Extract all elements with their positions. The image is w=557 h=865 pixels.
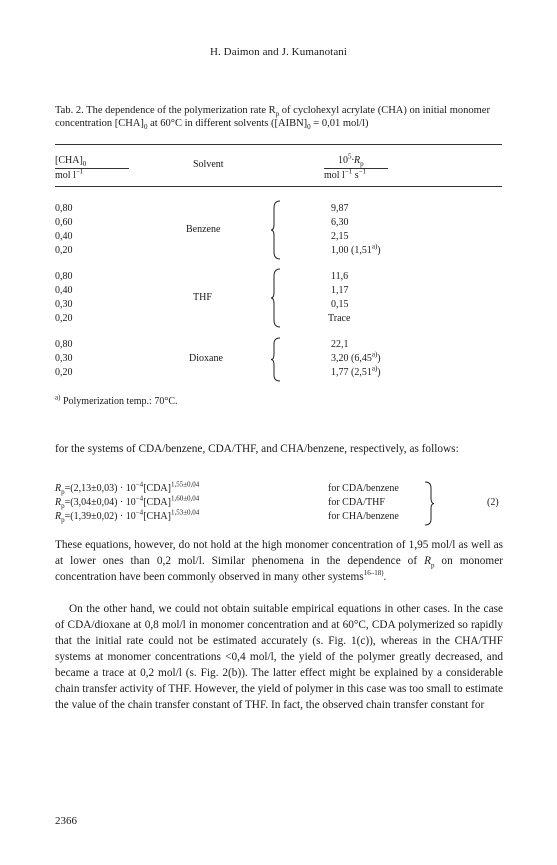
table-cell-solvent: Dioxane xyxy=(189,353,223,364)
left-brace xyxy=(271,337,281,382)
table-caption: Tab. 2. The dependence of the polymerization rate $R_p$ of cyclohexyl acrylate (CHA) on initial monomer concentration $[CHA]_0$ at 60°C in different solvents ($[AIBN]_0 = 0,01$ mol/l) xyxy=(55,105,490,132)
header-solvent: Solvent xyxy=(193,159,224,170)
equation-system-label: for CDA/THF xyxy=(328,497,385,508)
body-paragraph: On the other hand, we could not obtain suitable empirical equations in other cases. In the case of CDA/dioxane at 0,8 mol/l in monomer concentration and at 60°C, CDA polymerized so rapidly that the initial rate could not be estimated accurately (s. Fig. 1(c)), whereas in the CHA/THF systems at monomer concentrations <0,4 mol/l, the yield of the polymer greatly decreased, and became a trace at 0,2 mol/l (s. Fig. 2(b)). The latter effect might be explained by a considerable chain transfer activity of THF. However, the yield of polymer in this case was too small to estimate the value of the chain transfer constant of THF. In fact, the observed chain transfer constant for xyxy=(55,603,503,711)
equation-system-label: for CDA/benzene xyxy=(328,483,399,494)
table-cell-rate: 3,20 (6,45$^{a)}$) xyxy=(331,350,381,364)
equation-system-label: for CHA/benzene xyxy=(328,511,399,522)
body-paragraph: for the systems of CDA/benzene, CDA/THF, and CHA/benzene, respectively, as follows: xyxy=(55,443,459,455)
page-number: 2366 xyxy=(55,815,77,827)
table-cell-conc: 0,30 xyxy=(55,353,73,364)
header-rate-unit: mol $l^{-1}$ $s^{-1}$ xyxy=(324,168,388,181)
table-cell-conc: 0,40 xyxy=(55,231,73,242)
table-cell-conc: 0,20 xyxy=(55,367,73,378)
table-cell-solvent: Benzene xyxy=(186,224,221,235)
equation-number: (2) xyxy=(487,497,499,508)
table-cell-conc: 0,80 xyxy=(55,271,73,282)
table-cell-conc: 0,20 xyxy=(55,245,73,256)
equation-line: $R_p=(2,13\pm 0,03) \cdot 10^{-4}[CDA]^{1,55\pm 0,04}$ xyxy=(55,480,200,496)
table-cell-rate: 22,1 xyxy=(331,339,349,350)
header-rate: $10^5\cdot R_p$ xyxy=(338,152,364,168)
table-cell-conc: 0,60 xyxy=(55,217,73,228)
table-cell-solvent: THF xyxy=(193,292,212,303)
running-header: H. Daimon and J. Kumanotani xyxy=(209,46,348,58)
equation-line: $R_p=(3,04\pm 0,04) \cdot 10^{-4}[CDA]^{1,60\pm 0,04}$ xyxy=(55,494,200,510)
table-cell-rate: 9,87 xyxy=(331,203,349,214)
table-cell-rate: 2,15 xyxy=(331,231,349,242)
table-header-rule xyxy=(55,186,502,187)
table-cell-rate: Trace xyxy=(328,313,351,324)
body-paragraph: These equations, however, do not hold at the high monomer concentration of 1,95 mol/l as well as at lower ones than 0,2 mol/l. Similar phenomena in the dependence of $R_p$ on monomer concentration have been commonly observed in many other systems$^{16-18)}$. xyxy=(55,539,503,583)
table-top-rule xyxy=(55,144,502,145)
left-brace xyxy=(271,200,281,260)
right-brace xyxy=(424,481,434,526)
table-cell-rate: 11,6 xyxy=(331,271,349,282)
table-cell-rate: 1,00 (1,51$^{a)}$) xyxy=(331,242,381,256)
table-cell-conc: 0,20 xyxy=(55,313,73,324)
table-cell-conc: 0,80 xyxy=(55,203,73,214)
table-footnote: $^{a)}$ Polymerization temp.: 70°C. xyxy=(55,393,178,407)
table-cell-conc: 0,30 xyxy=(55,299,73,310)
table-cell-rate: 6,30 xyxy=(331,217,349,228)
equation-line: $R_p=(1,39\pm 0,02) \cdot 10^{-4}[CHA]^{1,53\pm 0,04}$ xyxy=(55,508,200,524)
table-cell-rate: 0,15 xyxy=(331,299,349,310)
table-cell-conc: 0,80 xyxy=(55,339,73,350)
header-concentration-unit: mol $l^{-1}$ xyxy=(55,168,129,181)
header-concentration: $[CHA]_0$ xyxy=(55,155,87,168)
table-cell-rate: 1,17 xyxy=(331,285,349,296)
left-brace xyxy=(271,268,281,328)
table-cell-rate: 1,77 (2,51$^{a)}$) xyxy=(331,364,381,378)
table-cell-conc: 0,40 xyxy=(55,285,73,296)
